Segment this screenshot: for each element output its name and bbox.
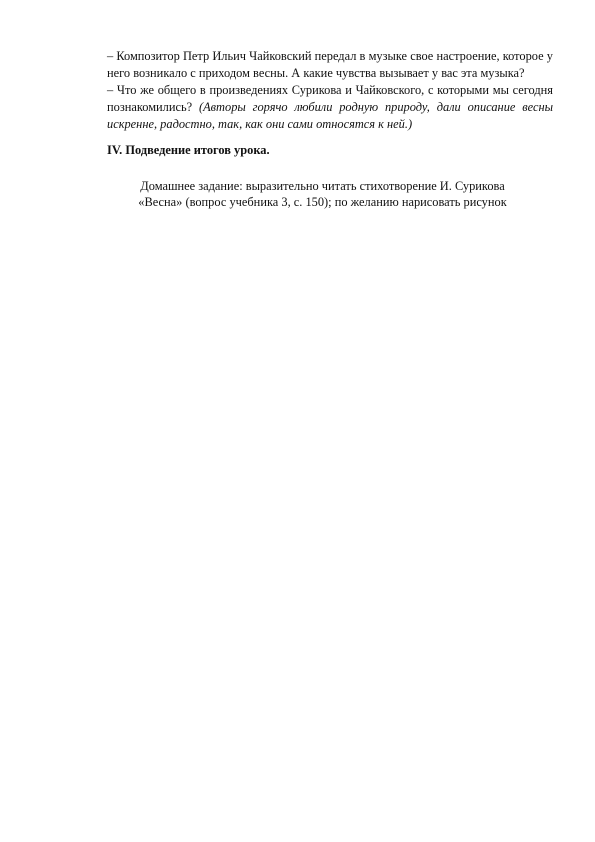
question-1-text: – Композитор Петр Ильич Чайковский передал в музыке свое настроение, которое у него возникало с приходом весны. А какие чувства вызывает у вас эта музыка? (107, 49, 553, 80)
document-body (104, 48, 553, 210)
homework-text-1: выразительно читать стихотворение И. Сурикова (242, 179, 505, 193)
homework-label: Домашнее задание: (140, 179, 243, 193)
homework-line-2: «Весна» (вопрос учебника 3, с. 150); по желанию нарисовать рисунок (138, 195, 507, 209)
section-heading: IV. Подведение итогов урока. (107, 143, 270, 157)
question-paragraph-2 (104, 82, 553, 133)
homework-block (104, 178, 553, 210)
homework-line-1 (104, 178, 541, 194)
question-2-text: – Что же общего в произведениях Сурикова и Чайковского, с которыми мы сегодня познакомились? (107, 83, 553, 114)
question-paragraph-1 (104, 48, 553, 82)
answer-2-text: (Авторы горячо любили родную природу, дали описание весны искренне, радостно, так, как они сами относятся к ней.) (107, 100, 553, 131)
